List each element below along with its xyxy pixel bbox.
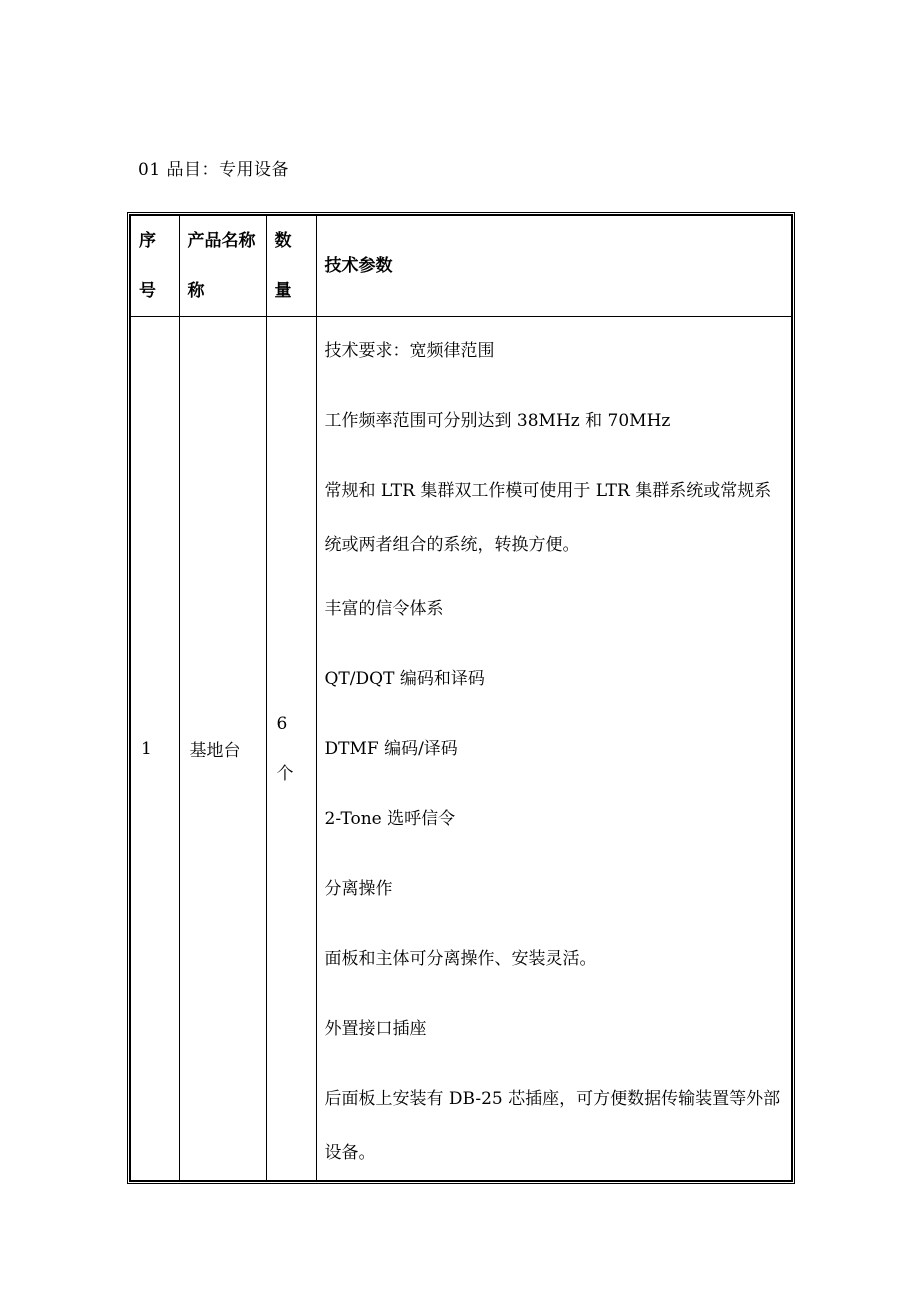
header-name-line-2: 称 <box>187 281 205 301</box>
param-line: 分离操作 <box>324 879 393 899</box>
header-params-label: 技术参数 <box>324 256 393 276</box>
param-line: QT/DQT 编码和译码 <box>324 669 485 689</box>
equipment-spec-table <box>129 214 793 1182</box>
table-row <box>130 317 792 1182</box>
param-line: 后面板上安装有 DB-25 芯插座，可方便数据传输装置等外部设备。 <box>324 1089 781 1163</box>
param-line: 面板和主体可分离操作、安装灵活。 <box>324 949 597 969</box>
param-line: DTMF 编码/译码 <box>324 739 458 759</box>
param-line: 工作频率范围可分别达到 38MHz 和 70MHz <box>324 411 671 431</box>
row-quantity-cell <box>266 317 316 1182</box>
param-line: 丰富的信令体系 <box>324 599 444 619</box>
param-line: 技术要求：宽频律范围 <box>324 341 495 361</box>
row-product-name: 基地台 <box>189 741 241 761</box>
header-quantity <box>266 215 316 317</box>
header-index <box>130 215 179 317</box>
param-line: 外置接口插座 <box>324 1019 427 1039</box>
header-index-line-1: 序 <box>139 231 156 251</box>
header-quantity-line-1: 数 <box>274 231 292 251</box>
document-heading: 01 品目：专用设备 <box>138 160 290 180</box>
row-index-cell <box>130 317 179 1182</box>
header-quantity-line-2: 量 <box>274 281 292 301</box>
row-quantity-value: 6 <box>276 713 288 734</box>
row-index: 1 <box>141 738 152 759</box>
header-product-name <box>179 215 266 317</box>
row-name-cell <box>179 317 266 1182</box>
param-line: 2-Tone 选呼信令 <box>324 809 456 829</box>
param-line: 常规和 LTR 集群双工作模可使用于 LTR 集群系统或常规系统或两者组合的系统，转换方便。 <box>324 481 772 555</box>
header-technical-params <box>316 215 792 317</box>
header-index-line-2: 号 <box>139 281 156 301</box>
table-header-row <box>130 215 792 317</box>
row-params-cell <box>316 317 792 1182</box>
header-name-line-1: 产品名称 <box>187 231 256 251</box>
row-quantity-unit: 个 <box>276 763 294 784</box>
